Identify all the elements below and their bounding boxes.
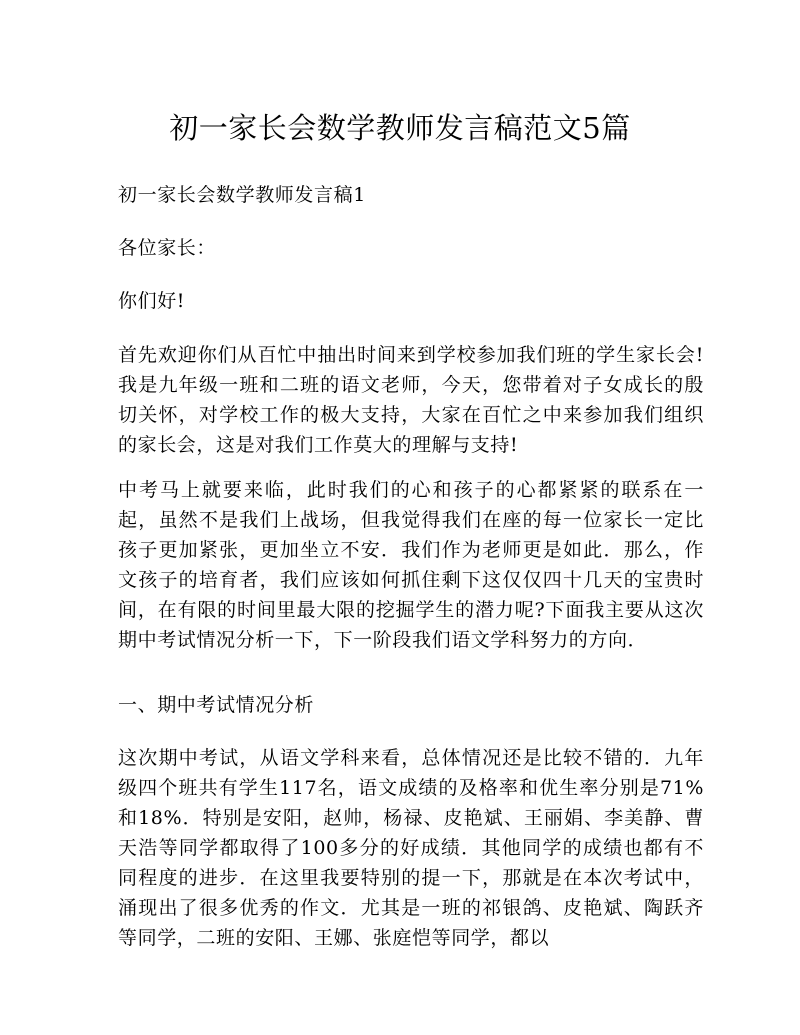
hello-line: 你们好! [118, 290, 186, 312]
section-heading: 一、期中考试情况分析 [118, 694, 315, 716]
greeting: 各位家长： [118, 237, 217, 259]
paragraph-exam-analysis: 这次期中考试，从语文学科来看，总体情况还是比较不错的．九年级四个班共有学生117名，语文成绩的及格率和优生率分别是71%和18%．特别是安阳，赵帅，杨禄、皮艳斌、王丽娟、李美静、曹天浩等同学都取得了100多分的好成绩．其他同学的成绩也都有不同程度的进步．在这里我要特别的提一下，那就是在本次考试中，涌现出了很多优秀的作文．尤其是一班的祁银鸽、皮艳斌、陶跃齐等同学，二班的安阳、王娜、张庭恺等同学，都以 [118, 747, 704, 949]
paragraph-welcome: 首先欢迎你们从百忙中抽出时间来到学校参加我们班的学生家长会!我是九年级一班和二班的语文老师，今天，您带着对子女成长的殷切关怀，对学校工作的极大支持，大家在百忙之中来参加我们组织的家长会，这是对我们工作莫大的理解与支持! [118, 344, 704, 456]
speech-subtitle: 初一家长会数学教师发言稿1 [118, 184, 366, 206]
paragraph-exam-approach: 中考马上就要来临，此时我们的心和孩子的心都紧紧的联系在一起，虽然不是我们上战场，但我觉得我们在座的每一位家长一定比孩子更加紧张，更加坐立不安．我们作为老师更是如此．那么，作文孩子的培育者，我们应该如何抓住剩下这仅仅四十几天的宝贵时间，在有限的时间里最大限的挖掘学生的潜力呢?下面我主要从这次期中考试情况分析一下，下一阶段我们语文学科努力的方向． [118, 479, 704, 651]
document-title: 初一家长会数学教师发言稿范文5篇 [169, 111, 631, 145]
